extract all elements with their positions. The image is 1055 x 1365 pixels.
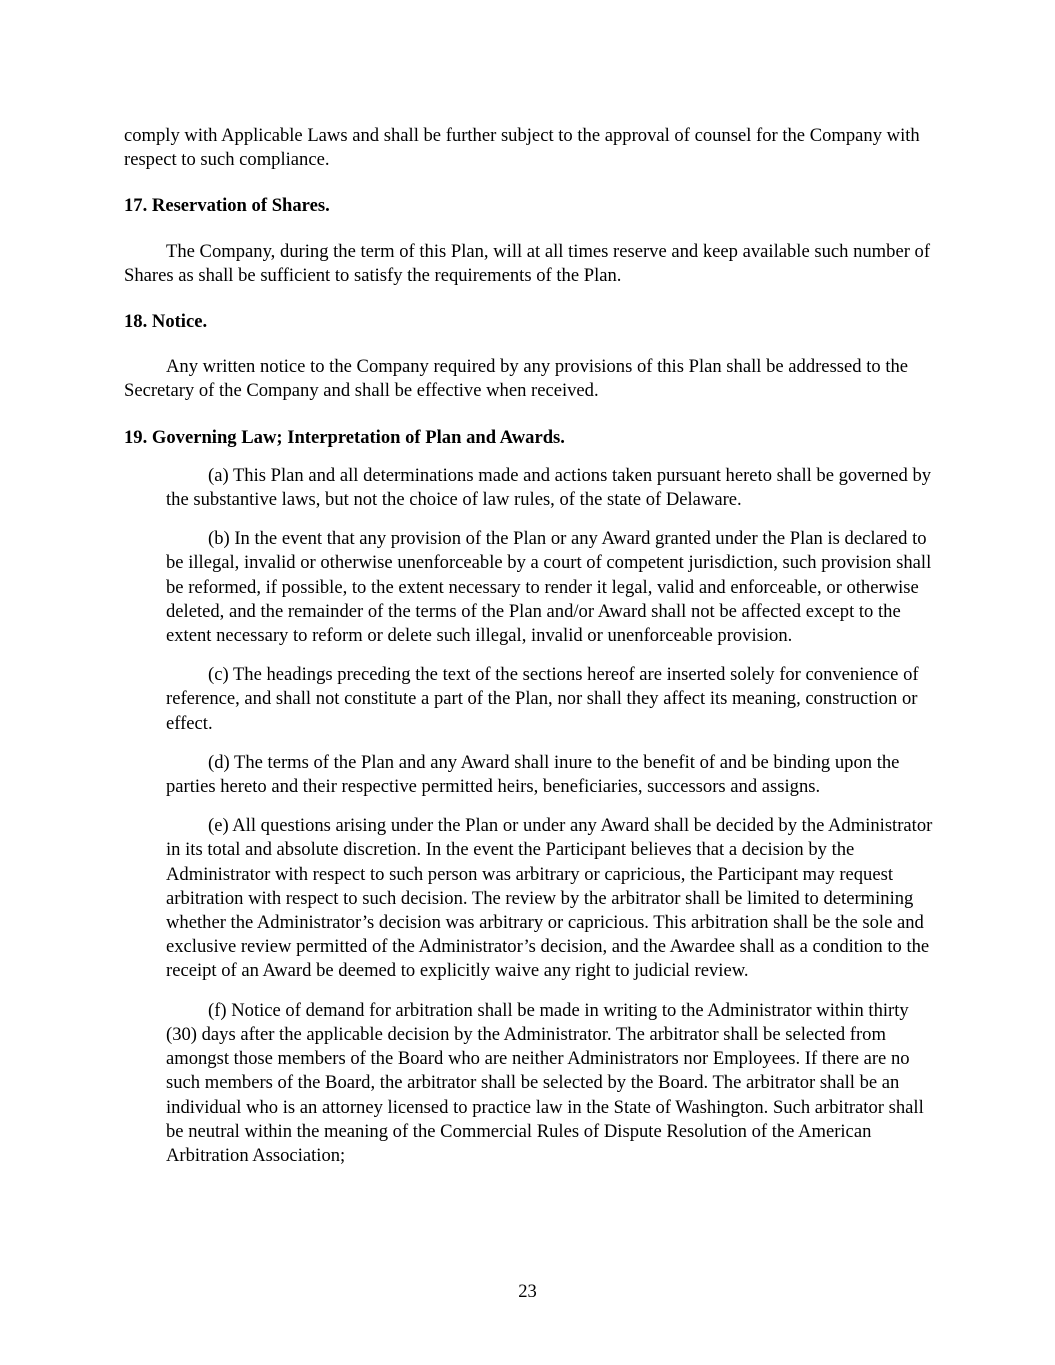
section-19-item-a: (a) This Plan and all determinations made and actions taken pursuant hereto shall be governed by the substantive laws, but not the choice of law rules, of the state of Delaware. <box>166 464 932 511</box>
section-19-item-b: (b) In the event that any provision of the Plan or any Award granted under the Plan is declared to be illegal, invalid or otherwise unenforceable by a court of competent jurisdiction, such provision shall be reformed, if possible, to the extent necessary to render it legal, valid and enforceable, or otherwise deleted, and the remainder of the terms of the Plan and/or Award shall not be affected except to the extent necessary to reform or delete such illegal, invalid or unenforceable provision. <box>166 528 932 647</box>
section-19-heading: 19. Governing Law; Interpretation of Plan and Awards. <box>124 426 565 448</box>
section-18-heading: 18. Notice. <box>124 311 208 333</box>
document-page <box>124 124 934 1183</box>
section-19-item-f: (f) Notice of demand for arbitration shall be made in writing to the Administrator within thirty (30) days after the applicable decision by the Administrator. The arbitrator shall be selected from amongst those members of the Board who are neither Administrators nor Employees. If there are no such members of the Board, the arbitrator shall be selected by the Board. The arbitrator shall be an individual who is an attorney licensed to practice law in the State of Washington. Such arbitrator shall be neutral within the meaning of the Commercial Rules of Dispute Resolution of the American Arbitration Association; <box>166 999 924 1166</box>
section-19-item-c: (c) The headings preceding the text of the sections hereof are inserted solely for convenience of reference, and shall not constitute a part of the Plan, nor shall they affect its meaning, construction or effect. <box>166 664 919 734</box>
page-number: 23 <box>518 1281 537 1302</box>
section-17-body: The Company, during the term of this Plan, will at all times reserve and keep available such number of Shares as shall be sufficient to satisfy the requirements of the Plan. <box>124 240 931 286</box>
section-17-heading: 17. Reservation of Shares. <box>124 195 330 217</box>
section-19-item-d: (d) The terms of the Plan and any Award shall inure to the benefit of and be binding upon the parties hereto and their respective permitted heirs, beneficiaries, successors and assigns. <box>166 751 900 798</box>
continuation-paragraph: comply with Applicable Laws and shall be further subject to the approval of counsel for the Company with respect to such compliance. <box>124 125 920 171</box>
section-19-item-e: (e) All questions arising under the Plan or under any Award shall be decided by the Administrator in its total and absolute discretion. In the event the Participant believes that a decision by the Administrator with respect to such person was arbitrary or capricious, the Participant may request arbitration with respect to such decision. The review by the arbitrator shall be limited to determining whether the Administrator’s decision was arbitrary or capricious. This arbitration shall be the sole and exclusive review permitted of the Administrator’s decision, and the Awardee shall as a condition to the receipt of an Award be deemed to explicitly waive any right to judicial review. <box>166 815 933 982</box>
section-18-body: Any written notice to the Company required by any provisions of this Plan shall be addressed to the Secretary of the Company and shall be effective when received. <box>124 356 909 402</box>
